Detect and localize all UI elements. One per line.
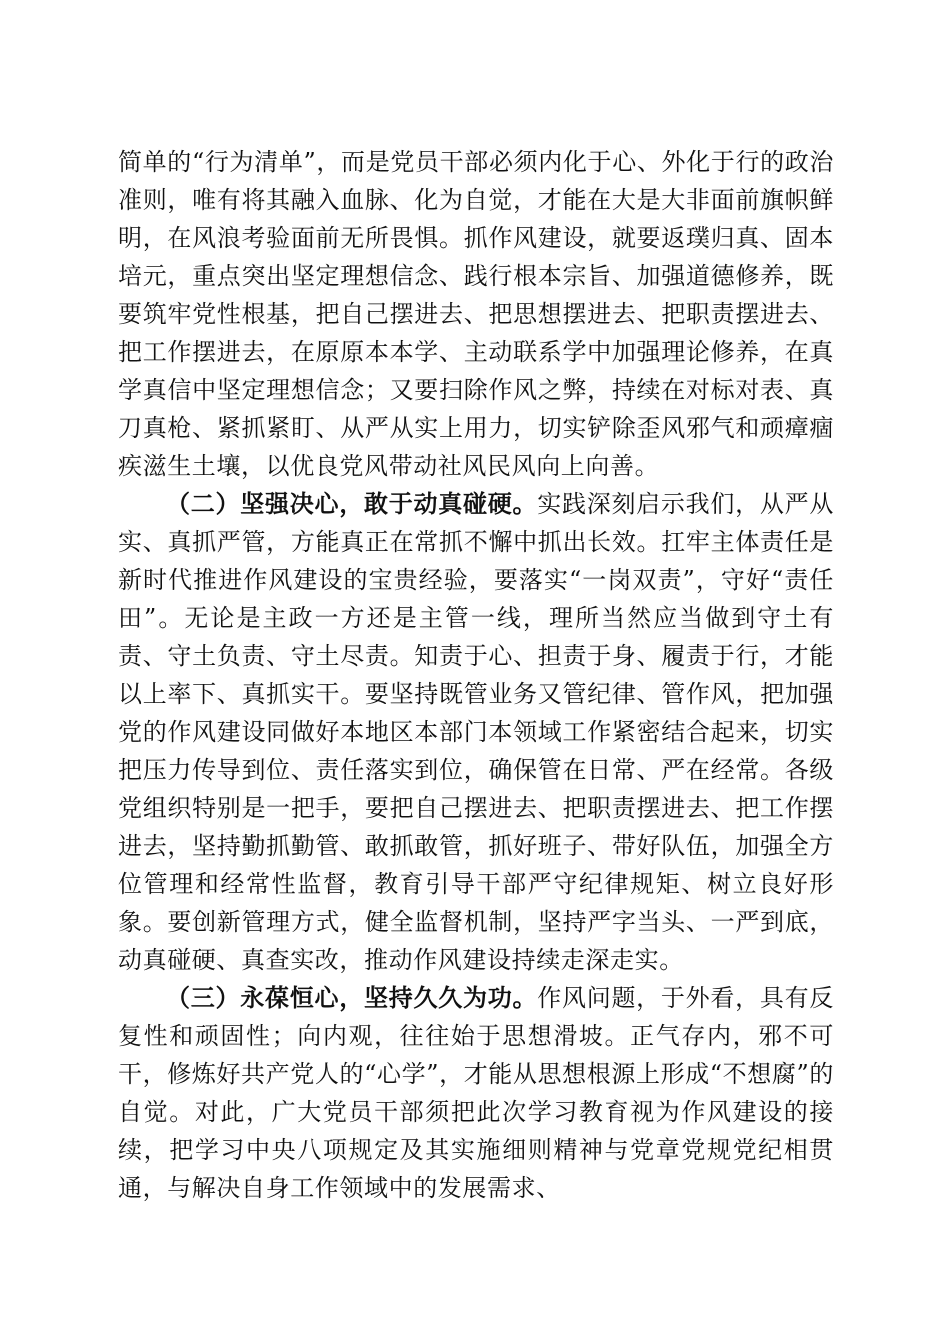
section-heading: （三）永葆恒心，坚持久久为功。 — [166, 983, 538, 1012]
paragraph-text: 作风问题，于外看，具有反复性和顽固性；向内观，往往始于思想滑坡。正气存内，邪不可干，修炼好共产党人的“心学”，才能从思想根源上形成“不想腐”的自觉。对此，广大党员干部须把此次学习教育视为作风建设的接续，把学习中央八项规定及其实施细则精神与党章党规党纪相贯通，与解决自身工作领域中的发展需求、 — [118, 984, 835, 1202]
document-body — [118, 143, 834, 1207]
paragraph-section-2 — [118, 485, 834, 979]
paragraph-continued — [118, 143, 834, 485]
paragraph-text: 简单的“行为清单”，而是党员干部必须内化于心、外化于行的政治准则，唯有将其融入血脉、化为自觉，才能在大是大非面前旗帜鲜明，在风浪考验面前无所畏惧。抓作风建设，就要返璞归真、固本培元，重点突出坚定理想信念、践行根本宗旨、加强道德修养，既要筑牢党性根基，把自己摆进去、把思想摆进去、把职责摆进去、把工作摆进去，在原原本本学、主动联系学中加强理论修养，在真学真信中坚定理想信念；又要扫除作风之弊，持续在对标对表、真刀真枪、紧抓紧盯、从严从实上用力，切实铲除歪风邪气和顽瘴痼疾滋生土壤，以优良党风带动社风民风向上向善。 — [118, 148, 834, 480]
section-heading: （二）坚强决心，敢于动真碰硬。 — [166, 489, 538, 518]
paragraph-section-3 — [118, 979, 834, 1207]
paragraph-text: 实践深刻启示我们，从严从实、真抓严管，方能真正在常抓不懈中抓出长效。扛牢主体责任是新时代推进作风建设的宝贵经验，要落实“一岗双责”，守好“责任田”。无论是主政一方还是主管一线，理所当然应当做到守土有责、守土负责、守土尽责。知责于心、担责于身、履责于行，才能以上率下、真抓实干。要坚持既管业务又管纪律、管作风，把加强党的作风建设同做好本地区本部门本领域工作紧密结合起来，切实把压力传导到位、责任落实到位，确保管在日常、严在经常。各级党组织特别是一把手，要把自己摆进去、把职责摆进去、把工作摆进去，坚持勤抓勤管、敢抓敢管，抓好班子、带好队伍，加强全方位管理和经常性监督，教育引导干部严守纪律规矩、树立良好形象。要创新管理方式，健全监督机制，坚持严字当头、一严到底，动真碰硬、真查实改，推动作风建设持续走深走实。 — [118, 490, 835, 974]
